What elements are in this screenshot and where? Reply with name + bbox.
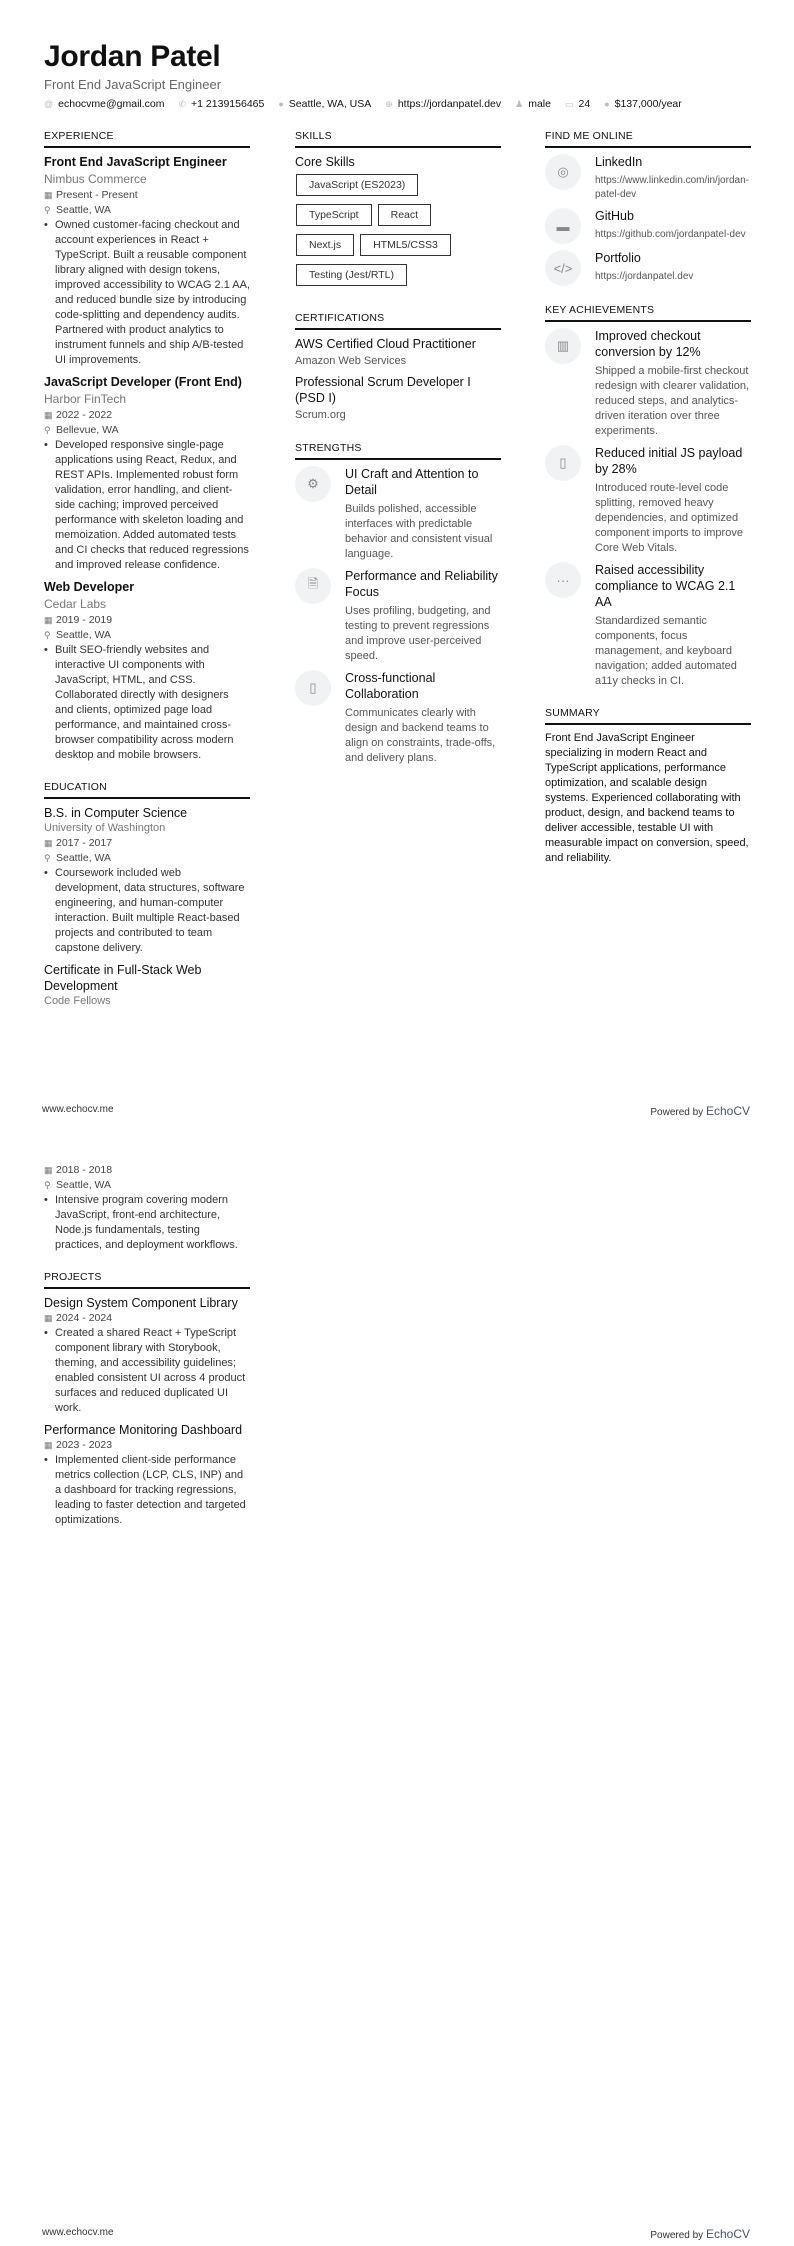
candidate-name: Jordan Patel [44,40,221,73]
skill-tag: React [378,204,431,226]
project-item: Design System Component Library ▦ 2024 - 2024 • Created a shared React + TypeScript component library with Storybook, theming, and accessibility guidelines; enabled consistent UI across 4 product surfaces and reduced duplicated UI work. [44,1295,250,1416]
location-icon: ⚲ [44,425,51,435]
middle-column: SKILLS Core Skills JavaScript (ES2023) TypeScript React Next.js HTML5/CSS3 Testing (Jest/RTL) CERTIFICATIONS AWS Certified Cloud Practitioner Amazon Web Services Professional Scrum Developer I (PSD I) Scrum.org STRENGTHS ⚙ UI Craft and Attention to Detail Builds polished, accessible interfaces with predictable behavior and consistent visual language. 🗎 Performance and Reliability Focus Uses profiling, budgeting, and testing to prevent regressions and improve user-perceived speed. ▯ Cross-functional Collaboration Communicates clearly with design and backend teams to align on constraints, trade-offs, and delivery plans. [295,130,501,772]
linkedin-icon: ◎ [545,154,581,190]
book-icon: ▥ [545,328,581,364]
education-item: Certificate in Full-Stack Web Development Code Fellows [44,963,202,1007]
skill-tag: Testing (Jest/RTL) [296,264,407,286]
footer-site: www.echocv.me [42,2227,114,2238]
location-icon: ⚲ [44,630,51,640]
section-education: EDUCATION [44,781,250,799]
location-icon: ● [278,99,284,109]
experience-item: Web Developer Cedar Labs ▦ 2019 - 2019 ⚲ Seattle, WA • Built SEO-friendly websites and interactive UI components with JavaScript, HTML, and CSS. Collaborated directly with designers and clients, optimized page load performance, and maintained cross-browser compatibility across modern desktop and mobile browsers. [44,579,250,763]
contact-website: ⊕ https://jordanpatel.dev [385,98,502,110]
footer-powered: Powered by EchoCV [650,2227,750,2241]
portfolio-link[interactable]: https://jordanpatel.dev [595,271,694,282]
person-icon: ♟ [515,99,524,109]
money-icon: ● [604,99,610,109]
gear-icon: ⚙ [295,466,331,502]
section-summary: SUMMARY [545,707,751,725]
project-item: Performance Monitoring Dashboard ▦ 2023 - 2023 • Implemented client-side performance metrics collection (LCP, CLS, INP) and a dashboard for tracking regressions, leading to faster detection and targeted optimizations. [44,1422,250,1528]
echocv-logo: EchoCV [705,2227,750,2241]
resume-page-2 [0,1123,794,2246]
skill-tag: TypeScript [296,204,372,226]
achievement-item: ··· Raised accessibility compliance to WCAG 2.1 AA Standardized semantic components, focus management, and keyboard navigation; added automated a11y checks in CI. [545,562,751,689]
contact-location: ● Seattle, WA, USA [278,98,372,110]
left-column [44,130,250,1009]
achievement-item: ▯ Reduced initial JS payload by 28% Introduced route-level code splitting, removed heavy dependencies, and optimized component imports to improve Core Web Vitals. [545,445,751,556]
phone-icon: ✆ [178,99,187,109]
calendar-icon: ▦ [44,190,53,200]
mobile-icon: ▯ [545,445,581,481]
echocv-logo: EchoCV [705,1104,750,1118]
ellipsis-icon: ··· [545,562,581,598]
strength-item: ▯ Cross-functional Collaboration Communicates clearly with design and backend teams to align on constraints, trade-offs, and delivery plans. [295,670,501,766]
skill-tag: HTML5/CSS3 [360,234,451,256]
section-strengths: STRENGTHS [295,442,501,460]
at-icon: @ [44,99,54,109]
calendar-icon: ▦ [44,410,53,420]
contact-email: @ echocvme@gmail.com [44,98,165,110]
calendar-icon: ▦ [44,838,53,848]
summary-text: Front End JavaScript Engineer specializing in modern React and TypeScript applications, performance optimization, and scalable design systems. Experienced collaborating with product, design, and backend teams to deliver accessible, testable UI with measurable impact on conversion, speed, and reliability. [545,732,749,864]
strength-item: 🗎 Performance and Reliability Focus Uses profiling, budgeting, and testing to prevent regressions and improve user-perceived speed. [295,568,501,664]
footer-powered: Powered by EchoCV [650,1104,750,1118]
tablet-icon: ▯ [295,670,331,706]
contact-bar [44,98,682,110]
achievement-item: ▥ Improved checkout conversion by 12% Shipped a mobile-first checkout redesign with clearer validation, reduced steps, and analytics-driven iteration over three experiments. [545,328,751,439]
section-online: FIND ME ONLINE [545,130,751,148]
github-link[interactable]: https://github.com/jordanpatel-dev [595,229,746,240]
section-skills: SKILLS [295,130,501,148]
section-certifications: CERTIFICATIONS [295,312,501,330]
experience-item: Front End JavaScript Engineer Nimbus Commerce ▦ Present - Present ⚲ Seattle, WA • Owned customer-facing checkout and account experiences in React + TypeScript. Built a reusable component library aligned with design tokens, improved accessibility to WCAG 2.1 AA, and reduced bundle size by introducing code-splitting and dependency audits. Partnered with product analytics to instrument funnels and ship A/B-tested UI improvements. [44,154,250,368]
calendar-icon: ▦ [44,1440,53,1450]
right-column [545,130,751,866]
contact-gender: ♟ male [515,98,551,110]
globe-icon: ⊕ [385,99,393,109]
online-item: ◎ LinkedIn https://www.linkedin.com/in/jordan-patel-dev [545,154,751,202]
skill-tags [295,174,501,294]
location-icon: ⚲ [44,1180,51,1190]
education-item-continued: ▦ 2018 - 2018 ⚲ Seattle, WA • Intensive program covering modern JavaScript, front-end architecture, Node.js fundamentals, testing practices, and deployment workflows. [44,1163,250,1253]
footer-site: www.echocv.me [42,1104,114,1115]
calendar-icon: ▦ [44,1313,53,1323]
contact-salary: ● $137,000/year [604,98,682,110]
skill-tag: Next.js [296,234,354,256]
section-achievements: KEY ACHIEVEMENTS [545,304,751,322]
section-projects: PROJECTS [44,1271,250,1289]
section-experience: EXPERIENCE [44,130,250,148]
left-column-continued [44,1163,250,1534]
location-icon: ⚲ [44,205,51,215]
calendar-icon: ▦ [44,615,53,625]
online-item: ▬ GitHub https://github.com/jordanpatel-dev [545,208,751,244]
calendar-icon: ▭ [564,99,574,109]
location-icon: ⚲ [44,853,51,863]
contact-age: ▭ 24 [564,98,591,110]
github-icon: ▬ [545,208,581,244]
candidate-title: Front End JavaScript Engineer [44,77,222,92]
document-check-icon: 🗎 [295,568,331,604]
linkedin-link[interactable]: https://www.linkedin.com/in/jordan-patel-dev [595,175,749,200]
education-item: B.S. in Computer Science University of Washington ▦ 2017 - 2017 ⚲ Seattle, WA • Coursework included web development, data structures, software engineering, and human-computer interaction. Built multiple React-based projects and contributed to team capstone delivery. [44,805,250,956]
contact-phone: ✆ +1 2139156465 [178,98,265,110]
calendar-icon: ▦ [44,1165,53,1175]
experience-item: JavaScript Developer (Front End) Harbor FinTech ▦ 2022 - 2022 ⚲ Bellevue, WA • Developed responsive single-page applications using React, Redux, and REST APIs. Implemented robust form validation, error handling, and client-side caching; improved perceived performance with skeleton loading and memoization. Added automated tests and CI checks that reduced regressions and improved release confidence. [44,374,250,573]
strength-item: ⚙ UI Craft and Attention to Detail Builds polished, accessible interfaces with predictable behavior and consistent visual language. [295,466,501,562]
code-icon: </> [545,250,581,286]
skill-tag: JavaScript (ES2023) [296,174,418,196]
online-item: </> Portfolio https://jordanpatel.dev [545,250,751,286]
